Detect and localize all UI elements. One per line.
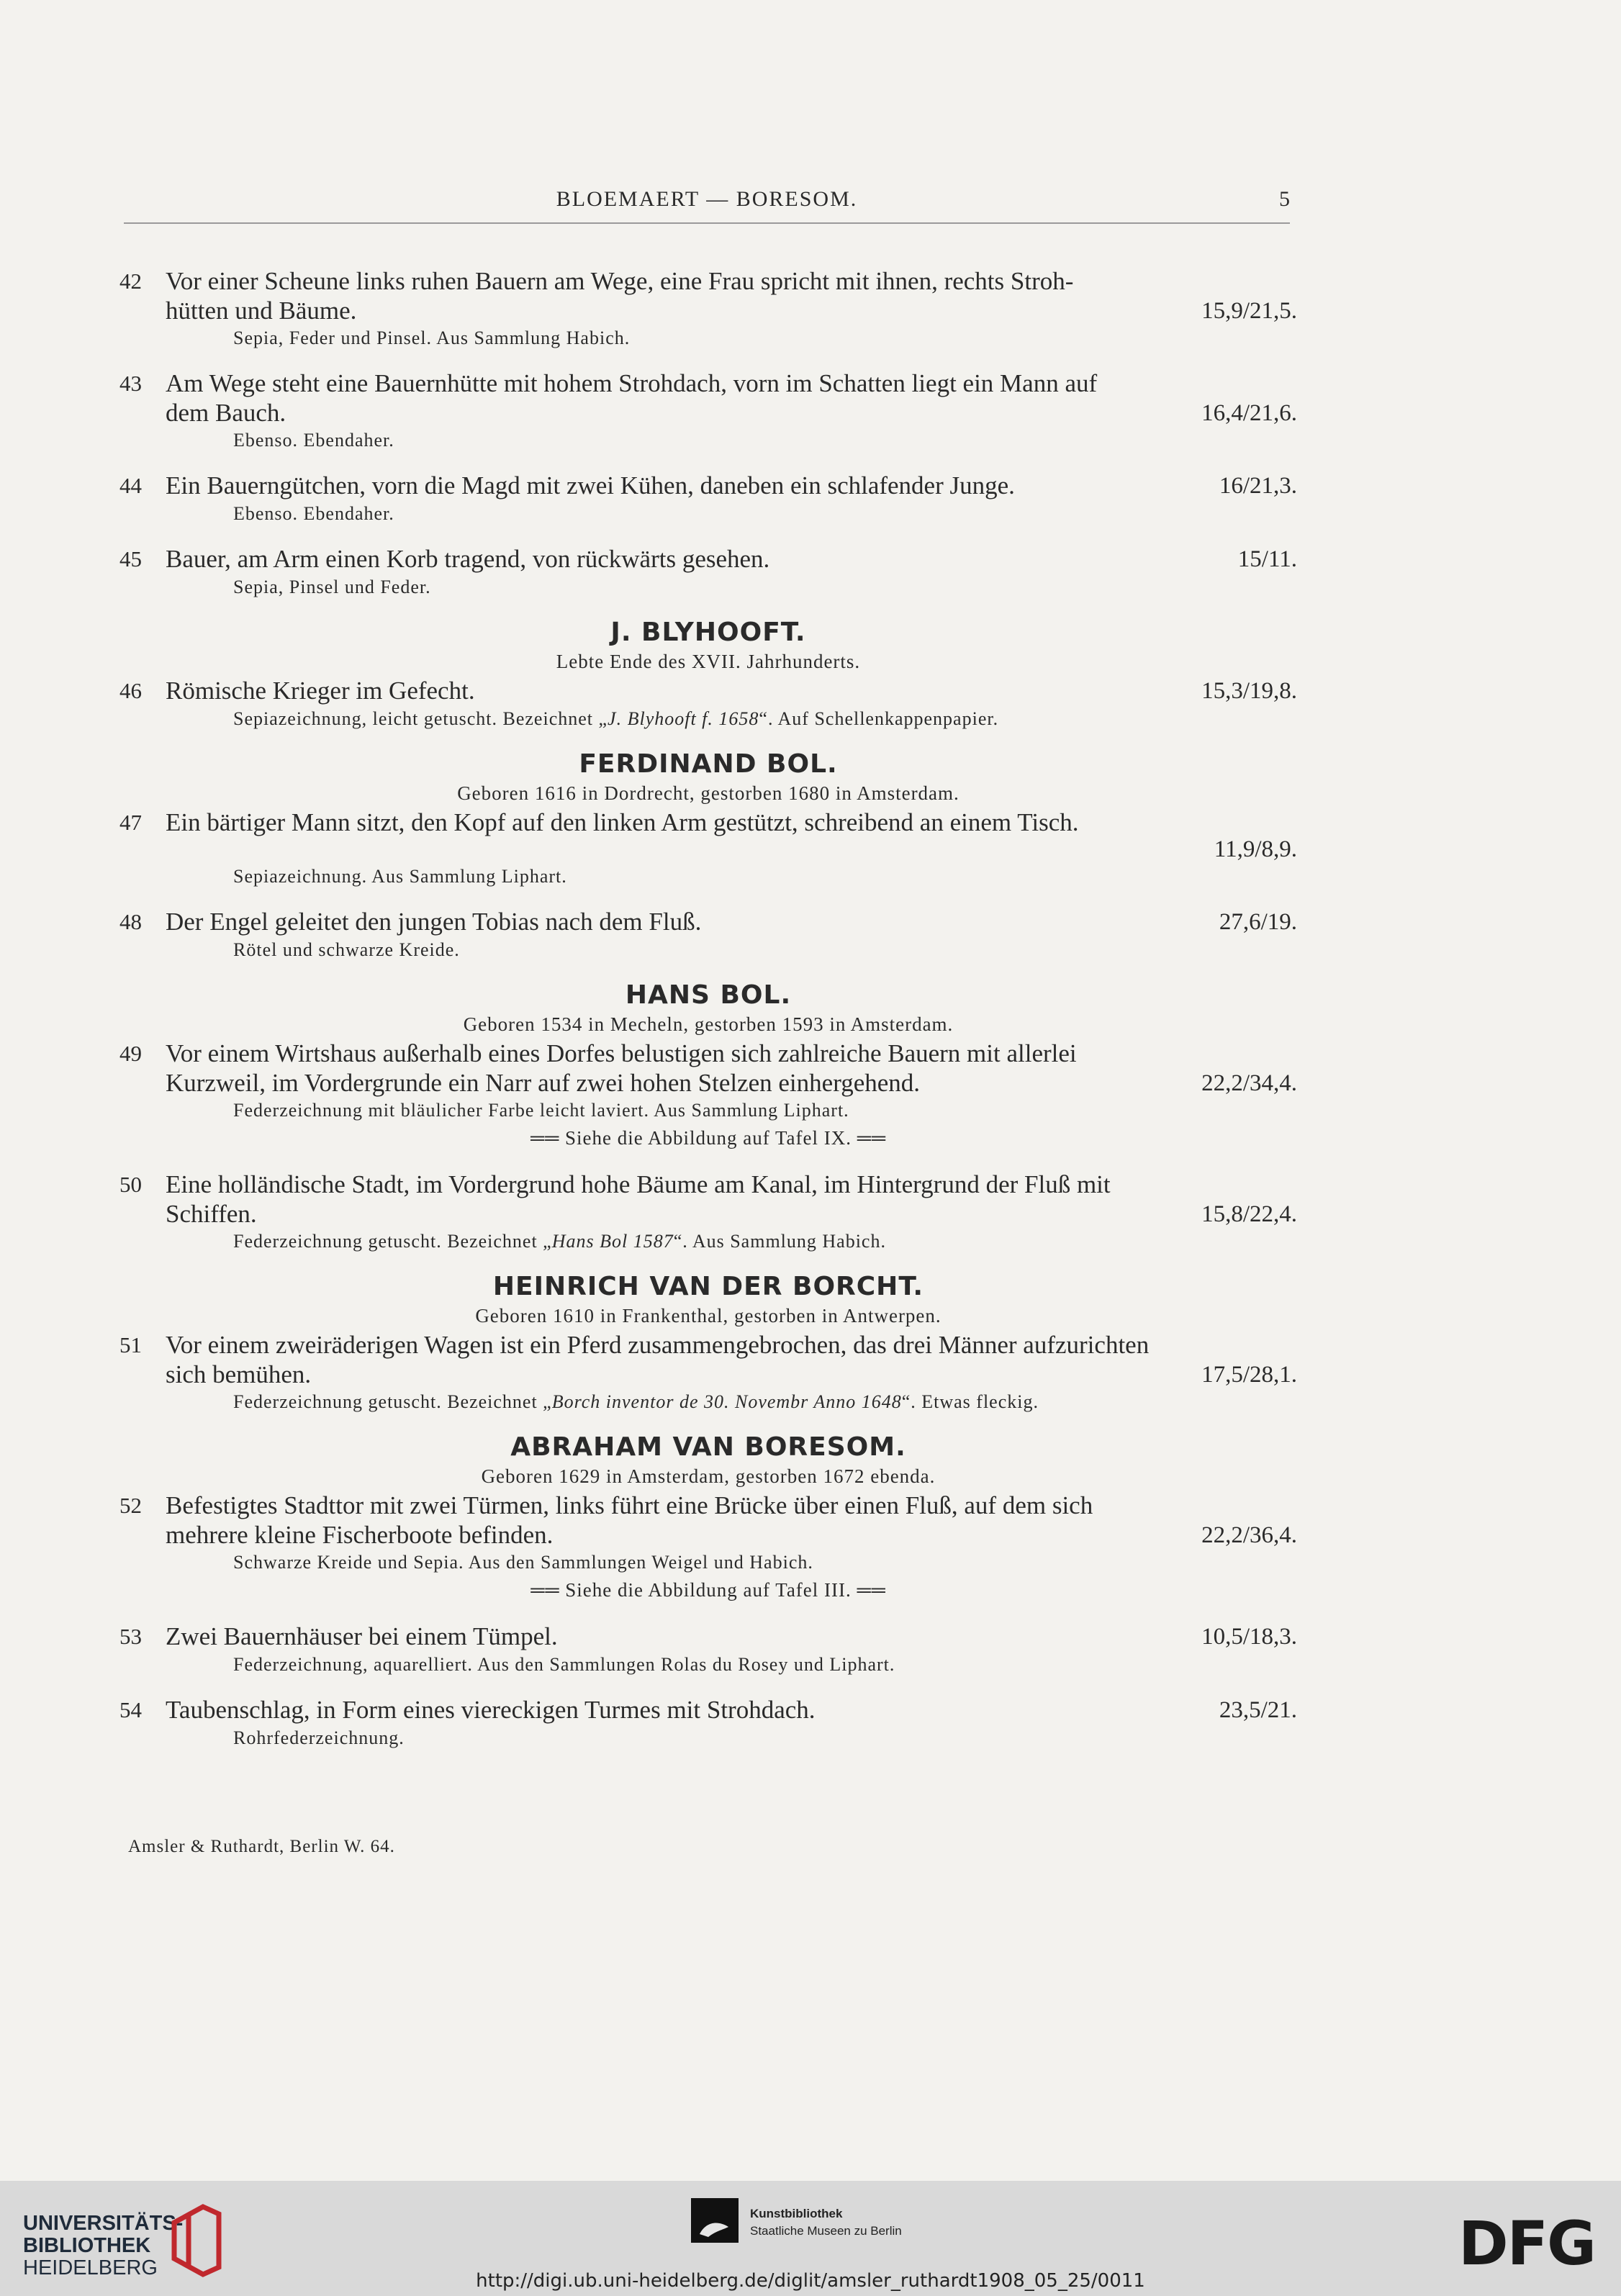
entry-line: [119, 1330, 1297, 1360]
entry-number: 47: [119, 810, 142, 835]
kb-name: Kunstbibliothek: [750, 2207, 843, 2220]
entry-note: Sepia, Feder und Pinsel. Aus Sammlung Habich.: [233, 327, 631, 348]
entry-note: Rötel und schwarze Kreide.: [233, 939, 460, 960]
entry-text: Ein bärtiger Mann sitzt, den Kopf auf den linken Arm gestützt, schreibend an einem Tisch.: [166, 808, 1079, 836]
entry-number: 54: [119, 1697, 142, 1722]
entry-number: 50: [119, 1172, 142, 1197]
ub-name-line2: BIBLIOTHEK: [23, 2234, 151, 2257]
entry-text-cont: dem Bauch.: [166, 399, 286, 427]
entry-text: Bauer, am Arm einen Korb tragend, von rückwärts gesehen.: [166, 545, 770, 573]
entry-note: Sepiazeichnung. Aus Sammlung Liphart.: [233, 866, 567, 887]
catalog-entry: [119, 907, 1297, 963]
header-rule: [124, 222, 1290, 224]
artist-name: ABRAHAM VAN BORESOM.: [510, 1432, 906, 1462]
entry-line-cont: [119, 297, 1297, 325]
entry-text-cont: Kurzweil, im Vordergrunde ein Narr auf zwei hohen Stelzen einhergehend.: [166, 1069, 921, 1097]
entry-line: [119, 1622, 1297, 1652]
entry-note: [119, 706, 1297, 732]
entry-text: Vor einem Wirtshaus außerhalb eines Dorfes belustigen sich zahlreiche Bauern mit allerlei: [166, 1039, 1077, 1067]
note-text: “. Auf Schellenkappenpapier.: [759, 708, 999, 729]
entry-text: Taubenschlag, in Form eines viereckigen Turmes mit Strohdach.: [166, 1696, 816, 1724]
entry-number: 51: [119, 1332, 142, 1357]
entry-text: Römische Krieger im Gefecht.: [166, 677, 475, 705]
running-header: [124, 184, 1290, 213]
entry-note: Rohrfederzeichnung.: [233, 1727, 405, 1748]
note-text: Federzeichnung getuscht. Bezeichnet „: [233, 1391, 552, 1412]
signature: Borch inventor de 30. Novembr Anno 1648: [551, 1391, 902, 1412]
entry-dimensions: 27,6/19.: [1219, 909, 1297, 935]
entry-note: [119, 1229, 1297, 1255]
kb-sub: Staatliche Museen zu Berlin: [750, 2224, 902, 2238]
entry-line-cont: [119, 1069, 1297, 1098]
catalog-entry: [119, 808, 1297, 890]
entry-line-cont: [119, 1360, 1297, 1389]
entry-dimensions: 16/21,3.: [1219, 473, 1297, 499]
catalog-content: [119, 266, 1297, 1768]
entry-dimensions: 11,9/8,9.: [1214, 836, 1297, 862]
imprint: Amsler & Ruthardt, Berlin W. 64.: [128, 1837, 395, 1856]
ub-emblem-icon: [167, 2201, 225, 2280]
catalog-entry: [119, 1622, 1297, 1678]
entry-number: 42: [119, 268, 142, 294]
artist-dates: Geboren 1616 in Dordrecht, gestorben 1680 in Amsterdam.: [457, 782, 959, 804]
artist-dates: Geboren 1629 in Amsterdam, gestorben 1672 ebenda.: [481, 1465, 936, 1487]
entry-note: Ebenso. Ebendaher.: [233, 503, 394, 524]
entry-line: [119, 808, 1297, 838]
entry-line: [119, 1695, 1297, 1725]
entry-line: [119, 544, 1297, 574]
entry-line: [119, 369, 1297, 399]
artist-name: HANS BOL.: [625, 980, 792, 1010]
entry-line: [119, 1039, 1297, 1069]
artist-dates: Geboren 1534 in Mecheln, gestorben 1593 in Amsterdam.: [463, 1013, 954, 1035]
plate-reference: ══ Siehe die Abbildung auf Tafel III. ══: [530, 1579, 886, 1601]
entry-line-cont: [119, 1200, 1297, 1229]
signature: J. Blyhooft f. 1658: [608, 708, 759, 729]
entry-text: Befestigtes Stadttor mit zwei Türmen, links führt eine Brücke über einen Fluß, auf dem sich: [166, 1491, 1093, 1519]
entry-dimensions: 16,4/21,6.: [1201, 400, 1297, 426]
entry-number: 44: [119, 473, 142, 498]
catalog-entry: [119, 676, 1297, 732]
entry-text: Zwei Bauernhäuser bei einem Tümpel.: [166, 1622, 558, 1650]
artist-name: HEINRICH VAN DER BORCHT.: [492, 1272, 924, 1301]
catalog-entry: [119, 471, 1297, 527]
artist-name: J. BLYHOOFT.: [610, 618, 806, 647]
catalog-entry: [119, 1330, 1297, 1415]
entry-dimensions: 15,3/19,8.: [1201, 678, 1297, 704]
catalog-entry: [119, 1695, 1297, 1751]
catalog-entry: [119, 369, 1297, 453]
entry-number: 49: [119, 1041, 142, 1066]
entry-line: [119, 676, 1297, 706]
entry-note: Federzeichnung mit bläulicher Farbe leicht laviert. Aus Sammlung Liphart.: [233, 1100, 849, 1121]
entry-note: Ebenso. Ebendaher.: [233, 430, 394, 451]
entry-note: Schwarze Kreide und Sepia. Aus den Sammlungen Weigel und Habich.: [233, 1552, 813, 1573]
entry-text: Vor einem zweiräderigen Wagen ist ein Pferd zusammengebrochen, das drei Männer aufzurichten: [166, 1331, 1150, 1359]
entry-line-cont: [119, 1521, 1297, 1550]
note-text: Sepiazeichnung, leicht getuscht. Bezeichnet „: [233, 708, 608, 729]
page-number: 5: [1279, 187, 1290, 211]
entry-number: 48: [119, 909, 142, 934]
entry-number: 45: [119, 546, 142, 571]
artist-dates: Geboren 1610 in Frankenthal, gestorben in Antwerpen.: [475, 1305, 942, 1326]
eagle-icon: [691, 2198, 739, 2243]
catalog-entry: [119, 1039, 1297, 1152]
note-text: Federzeichnung getuscht. Bezeichnet „: [233, 1231, 552, 1252]
entry-dimensions: 23,5/21.: [1219, 1697, 1297, 1723]
entry-line-cont: [119, 399, 1297, 428]
entry-line: [119, 1491, 1297, 1521]
entry-text-cont: Schiffen.: [166, 1200, 257, 1228]
entry-dimensions: 10,5/18,3.: [1201, 1624, 1297, 1650]
signature: Hans Bol 1587: [551, 1231, 674, 1252]
note-text: “. Etwas fleckig.: [901, 1391, 1039, 1412]
entry-line: [119, 907, 1297, 937]
entry-text: Am Wege steht eine Bauernhütte mit hohem Strohdach, vorn im Schatten liegt ein Mann auf: [166, 369, 1098, 397]
ub-name-line3: HEIDELBERG: [23, 2256, 158, 2279]
artist-dates: Lebte Ende des XVII. Jahrhunderts.: [556, 651, 861, 672]
entry-text: Eine holländische Stadt, im Vordergrund hohe Bäume am Kanal, im Hintergrund der Fluß mit: [166, 1170, 1111, 1198]
entry-note: Federzeichnung, aquarelliert. Aus den Sammlungen Rolas du Rosey und Liphart.: [233, 1654, 895, 1675]
catalog-entry: [119, 544, 1297, 600]
entry-dimensions: 15/11.: [1237, 546, 1297, 572]
entry-text: Der Engel geleitet den jungen Tobias nach dem Fluß.: [166, 908, 702, 936]
viewer-footer: [0, 2181, 1621, 2296]
kunstbibliothek-logo[interactable]: [691, 2198, 902, 2246]
entry-dimensions: 15,9/21,5.: [1201, 298, 1297, 324]
entry-line: [119, 471, 1297, 501]
entry-text-cont: mehrere kleine Fischerboote befinden.: [166, 1521, 554, 1549]
entry-dimensions: 15,8/22,4.: [1201, 1201, 1297, 1227]
plate-reference: ══ Siehe die Abbildung auf Tafel IX. ══: [530, 1127, 887, 1149]
header-title: BLOEMAERT — BORESOM.: [556, 187, 858, 211]
entry-line: [119, 266, 1297, 297]
entry-text-cont: sich bemühen.: [166, 1360, 312, 1388]
catalog-entry: [119, 1491, 1297, 1604]
dfg-logo[interactable]: DFG: [1458, 2208, 1595, 2279]
entry-text: Ein Bauerngütchen, vorn die Magd mit zwei Kühen, daneben ein schlafender Junge.: [166, 471, 1015, 500]
ub-name-line1: UNIVERSITÄTS-: [23, 2212, 184, 2235]
entry-line-cont: [119, 838, 1297, 864]
entry-note: [119, 1389, 1297, 1415]
note-text: “. Aus Sammlung Habich.: [673, 1231, 886, 1252]
entry-dimensions: 22,2/36,4.: [1201, 1522, 1297, 1548]
entry-text: Vor einer Scheune links ruhen Bauern am Wege, eine Frau spricht mit ihnen, rechts Stroh-: [166, 267, 1074, 295]
entry-line: [119, 1170, 1297, 1200]
entry-note: Sepia, Pinsel und Feder.: [233, 577, 431, 597]
catalog-entry: [119, 1170, 1297, 1255]
entry-dimensions: 17,5/28,1.: [1201, 1362, 1297, 1388]
permalink[interactable]: http://digi.ub.uni-heidelberg.de/diglit/amsler_ruthardt1908_05_25/0011: [476, 2270, 1145, 2292]
artist-name: FERDINAND BOL.: [579, 749, 838, 779]
entry-number: 53: [119, 1624, 142, 1649]
entry-text-cont: hütten und Bäume.: [166, 297, 357, 325]
entry-number: 46: [119, 678, 142, 703]
catalog-entry: [119, 266, 1297, 351]
entry-number: 52: [119, 1493, 142, 1518]
entry-dimensions: 22,2/34,4.: [1201, 1070, 1297, 1096]
entry-number: 43: [119, 371, 142, 396]
